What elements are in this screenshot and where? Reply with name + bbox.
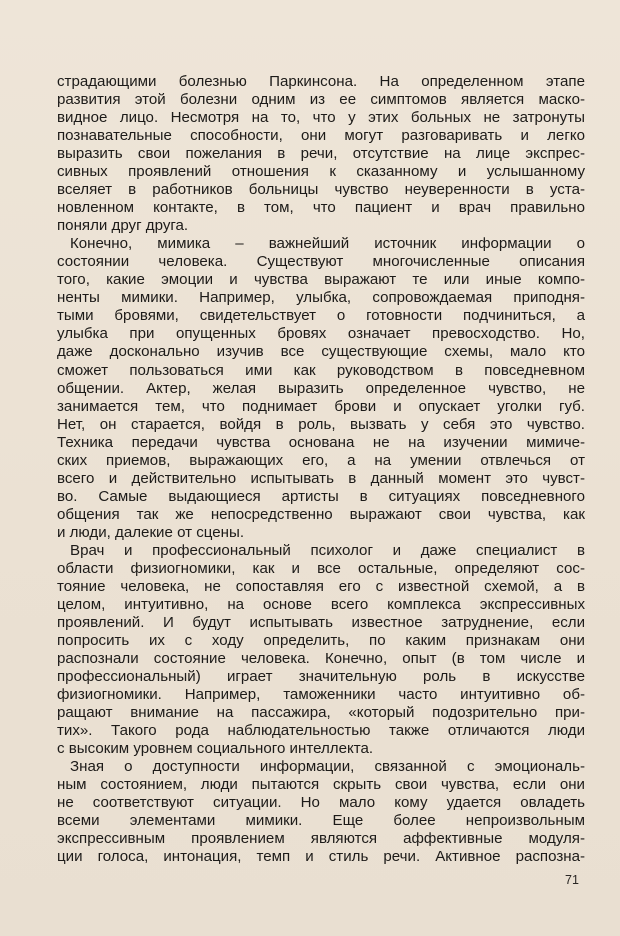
text-line: Врач и профессиональный психолог и даже специалист в [70, 541, 585, 559]
text-line: общении. Актер, желая выразить определенное чувство, не [57, 379, 585, 397]
text-line: Конечно, мимика – важнейший источник информации о [70, 235, 585, 253]
text-line: тыми бровями, свидетельствует о готовности подчиниться, а [57, 307, 585, 325]
text-line: видное лицо. Несмотря на то, что у этих больных не затронуты [57, 109, 585, 127]
text-line: не соответствуют ситуации. Но мало кому удается овладеть [57, 794, 585, 812]
text-line: ции голоса, интонация, темп и стиль речи. Активное распозна- [57, 848, 585, 866]
text-line: ненты мимики. Например, улыбка, сопровождаемая приподня- [57, 289, 585, 307]
text-line: улыбка при опущенных бровях означает превосходство. Но, [57, 325, 585, 343]
text-line: тих». Такого рода наблюдательностью также отличаются люди [57, 722, 585, 740]
text-line: новленном контакте, в том, что пациент и врач правильно [57, 199, 585, 217]
text-line: того, какие эмоции и чувства выражают те или иные компо- [57, 271, 585, 289]
text-line: ращают внимание на пассажира, «который подозрительно при- [57, 704, 585, 722]
text-line: всеми элементами мимики. Еще более непроизвольным [57, 812, 585, 830]
text-line: Зная о доступности информации, связанной с эмоциональ- [70, 758, 585, 776]
text-line: страдающими болезнью Паркинсона. На определенном этапе [57, 73, 585, 90]
text-line: общения так же непосредственно выражают свои чувства, как [57, 505, 585, 523]
text-line: поняли друг друга. [57, 217, 189, 235]
text-line: профессиональный) играет значительную роль в искусстве [57, 668, 585, 686]
text-line: и люди, далекие от сцены. [57, 523, 245, 541]
body-text [57, 73, 585, 866]
text-line: области физиогномики, как и все остальные, определяют сос- [57, 559, 585, 577]
text-line: познавательные способности, они могут разговаривать и легко [57, 127, 585, 145]
text-line: даже досконально изучив все существующие схемы, мало кто [57, 343, 585, 361]
text-line: состоянии человека. Существуют многочисленные описания [57, 253, 585, 271]
text-line: тояние человека, не сопоставляя его с известной схемой, а в [57, 577, 585, 595]
text-line: физиогномики. Например, таможенники часто интуитивно об- [57, 686, 585, 704]
text-line: с высоким уровнем социального интеллекта. [57, 740, 374, 758]
text-line: всего и действительно испытывать в данный момент это чувст- [57, 469, 585, 487]
text-line: развития этой болезни одним из ее симптомов является маско- [57, 91, 585, 109]
page-number: 71 [565, 873, 579, 887]
text-line: попросить их с ходу определить, по каким признакам они [57, 631, 585, 649]
text-line: сможет пользоваться ими как руководством в повседневном [57, 361, 585, 379]
text-line: ным состоянием, люди пытаются скрыть свои чувства, если они [57, 776, 585, 794]
text-line: Техника передачи чувства основана не на изучении мимиче- [57, 433, 585, 451]
text-line: распознали состояние человека. Конечно, опыт (в том числе и [57, 650, 585, 667]
text-line: во. Самые выдающиеся артисты в ситуациях повседневного [57, 487, 585, 505]
text-line: ских приемов, выражающих его, а на умении отвлечься от [57, 451, 585, 469]
text-line: занимается тем, что поднимает брови и опускает уголки губ. [57, 397, 585, 415]
text-line: выразить свои пожелания в речи, отсутствие на лице экспрес- [57, 145, 585, 163]
text-line: проявлений. И будут испытывать известное затруднение, если [57, 613, 585, 631]
text-line: вселяет в работников больницы чувство неуверенности в уста- [57, 181, 585, 199]
text-line: Нет, он старается, войдя в роль, вызвать у себя это чувство. [57, 415, 585, 433]
text-line: экспрессивным проявлением являются аффективные модуля- [57, 830, 585, 848]
text-line: сивных проявлений отношения к сказанному и услышанному [57, 163, 585, 181]
text-line: целом, интуитивно, на основе всего комплекса экспрессивных [57, 595, 585, 613]
